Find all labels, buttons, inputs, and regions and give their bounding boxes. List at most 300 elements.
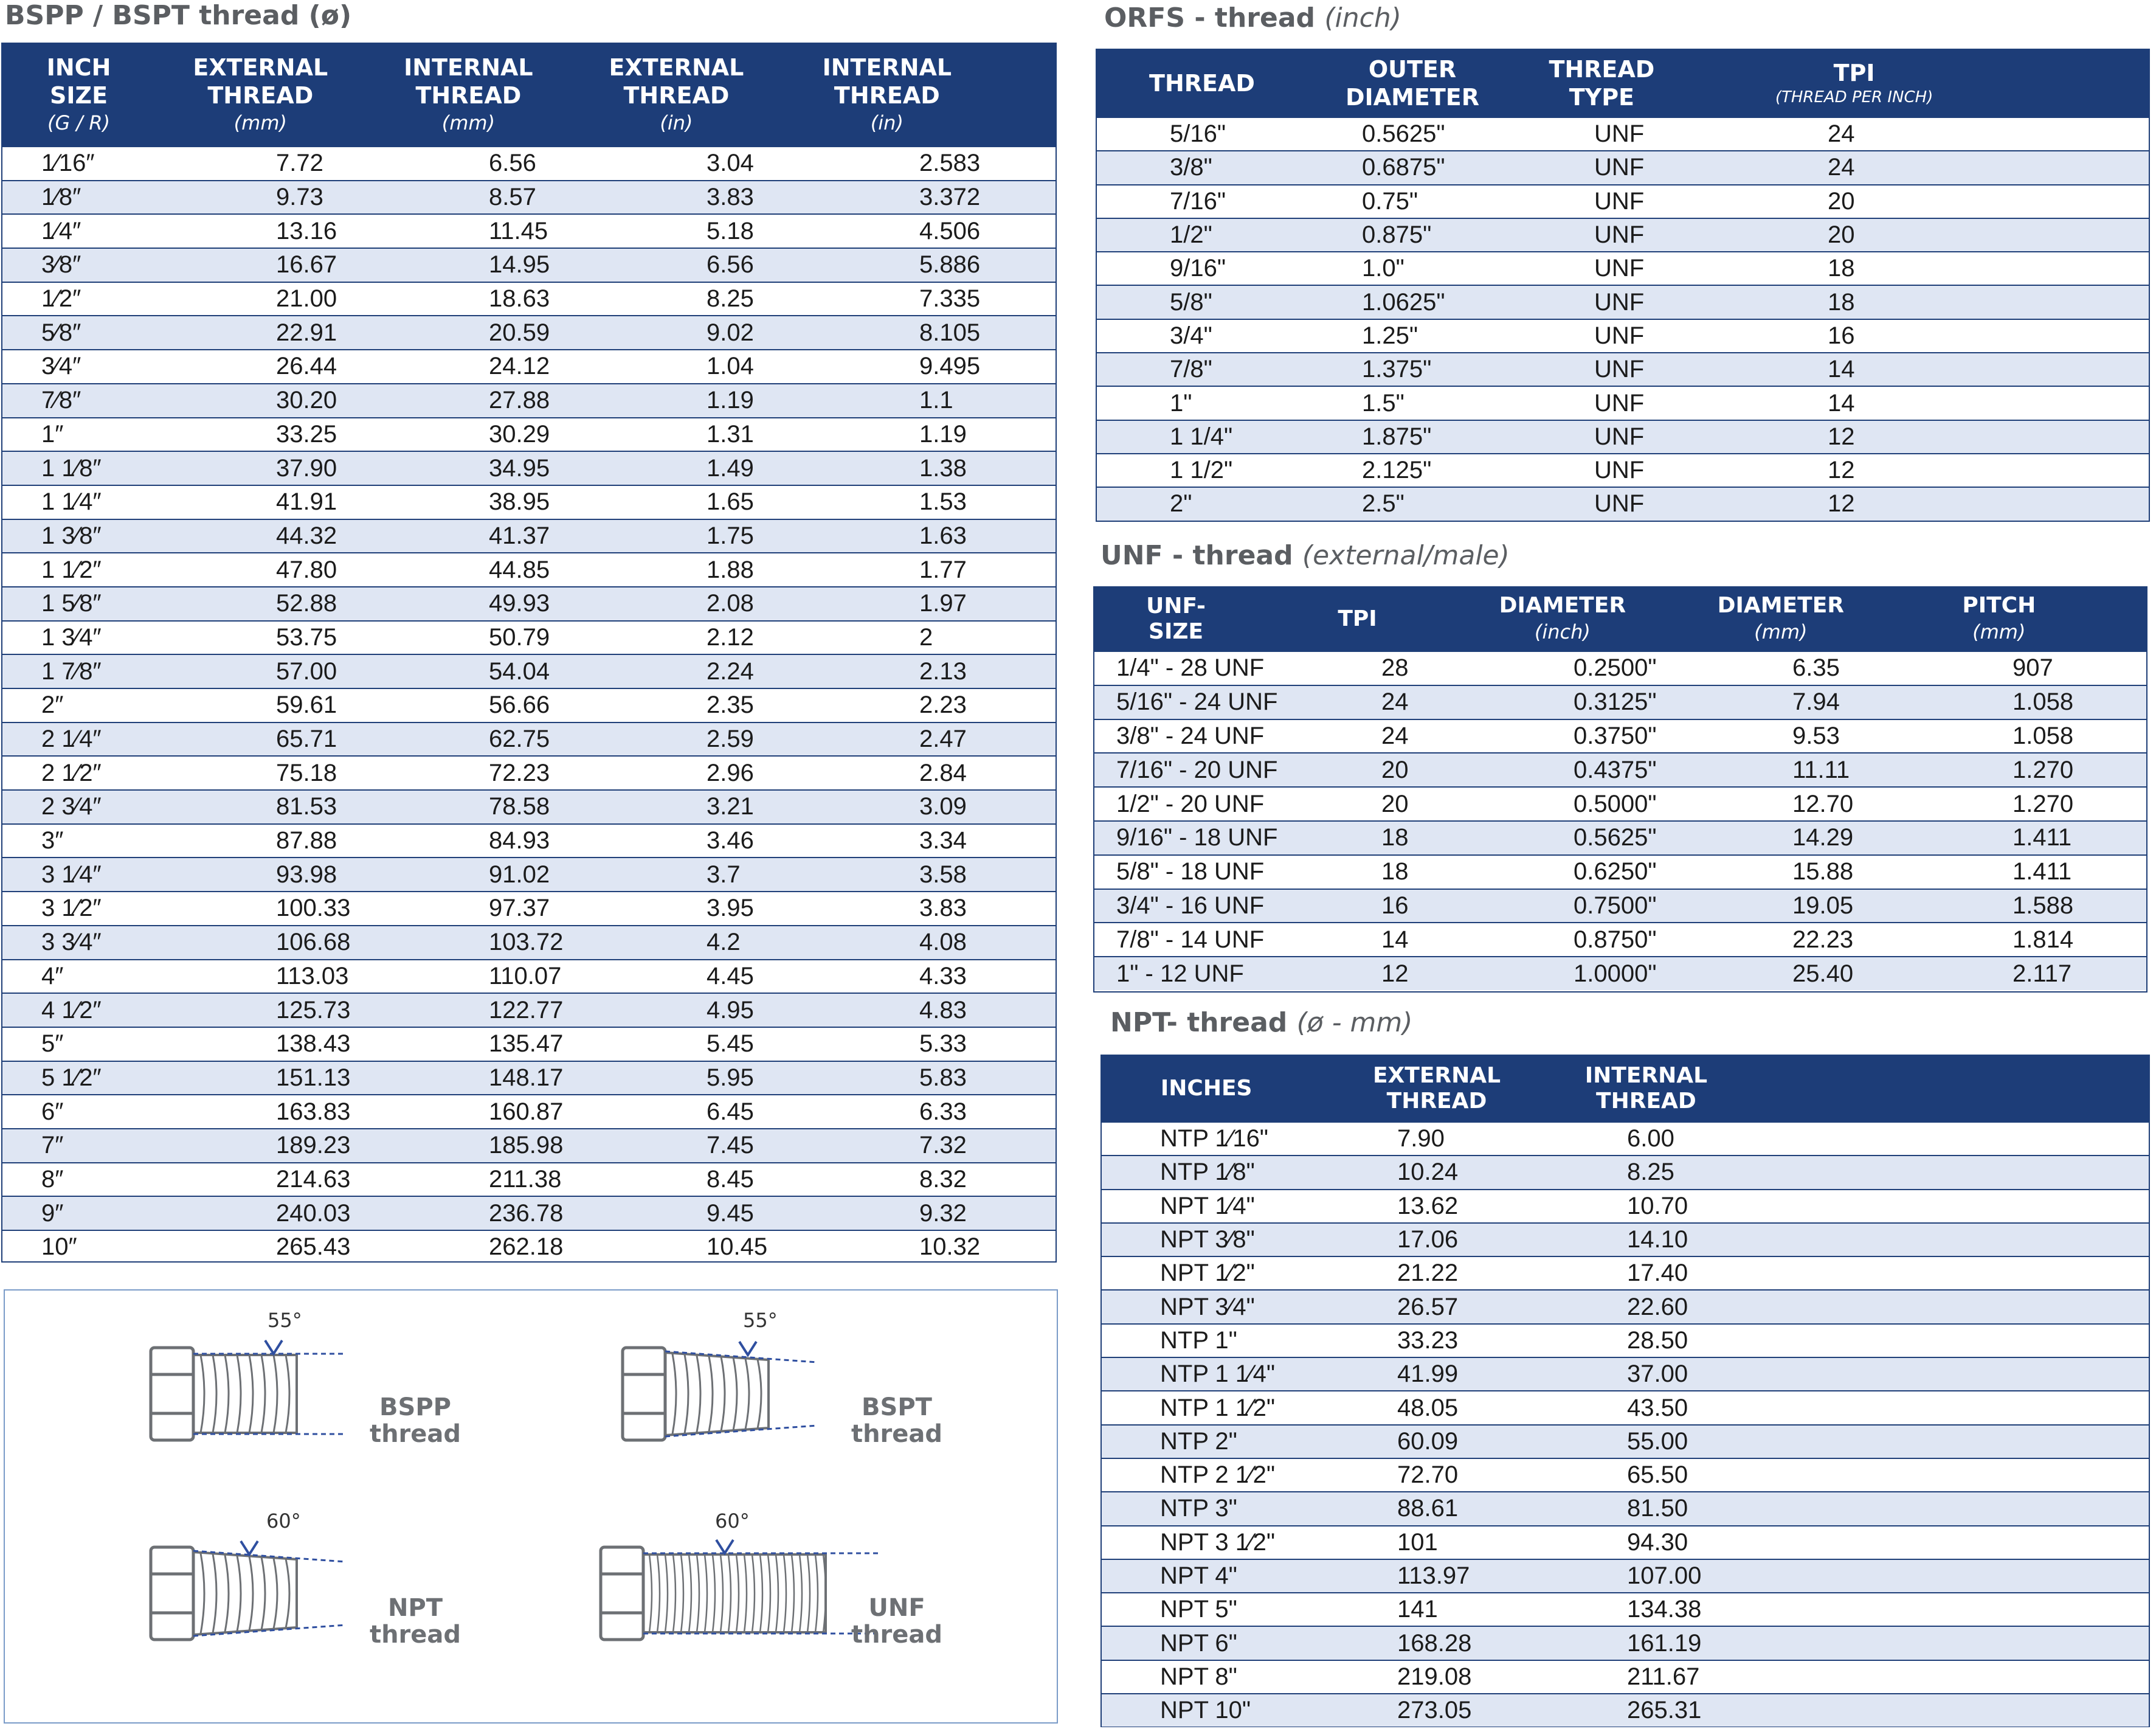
unf-header-line1: PITCH: [1962, 593, 2036, 618]
bspp-cell-col-4: 6.33: [919, 1098, 967, 1125]
orfs-cell-col-0: 5/8": [1170, 288, 1212, 316]
unf-cell-col-3: 9.53: [1792, 722, 1840, 749]
orfs-table: [1096, 49, 2150, 522]
bspp-cell-col-4: 2.583: [919, 150, 981, 177]
bspp-cell-col-4: 2.47: [919, 726, 967, 753]
unf-header-col-0: [1094, 587, 1257, 651]
bspp-cell-col-0: 1 1⁄4″: [41, 488, 102, 516]
orfs-header-line1: OUTER: [1368, 56, 1457, 83]
bspp-cell-col-3: 4.45: [707, 962, 754, 989]
unf-cell-col-3: 19.05: [1792, 892, 1854, 919]
bspp-header-line1: INTERNAL: [822, 54, 952, 81]
bspp-cell-col-3: 2.59: [707, 726, 754, 753]
npt-cell-col-2: 10.70: [1627, 1192, 1688, 1219]
orfs-cell-col-1: 2.5": [1362, 490, 1405, 518]
orfs-cell-col-2: UNF: [1594, 423, 1645, 450]
bspp-cell-col-2: 211.38: [489, 1165, 562, 1193]
orfs-cell-col-1: 1.25": [1362, 322, 1418, 349]
bspt-angle: 55°: [743, 1309, 778, 1332]
bspp-cell-col-1: 33.25: [276, 420, 337, 448]
bspp-cell-col-3: 2.24: [707, 657, 754, 685]
bspp-cell-col-2: 160.87: [489, 1098, 564, 1125]
bspp-cell-col-1: 41.91: [276, 488, 337, 516]
unf-table: [1093, 586, 2147, 993]
bspp-table: [1, 43, 1057, 1263]
bspt-thread-icon: [617, 1339, 823, 1449]
unf-cell-col-0: 9/16" - 18 UNF: [1116, 824, 1278, 851]
unf-cell-col-4: 1.058: [2013, 722, 2074, 749]
bspp-header-col-0: [2, 44, 155, 146]
bspp-cell-col-2: 27.88: [489, 387, 550, 414]
bspp-cell-col-4: 7.32: [919, 1132, 967, 1159]
bspp-cell-col-1: 22.91: [276, 319, 337, 346]
bspp-cell-col-1: 163.83: [276, 1098, 351, 1125]
npt-cell-col-2: 28.50: [1627, 1326, 1688, 1354]
npt-cell-col-0: NTP 2": [1160, 1427, 1237, 1455]
orfs-title: [1104, 2, 1401, 33]
unf-cell-col-1: 16: [1381, 892, 1409, 919]
bspp-cell-col-4: 2: [919, 623, 933, 651]
bspp-cell-col-2: 72.23: [489, 759, 550, 786]
table-row: [2, 925, 1056, 959]
bspp-cell-col-0: 3 1⁄4″: [41, 861, 102, 888]
bspp-cell-col-2: 11.45: [489, 217, 548, 244]
npt-cell-col-0: NTP 1 1⁄4": [1160, 1360, 1276, 1388]
unf-header-line1: DIAMETER: [1717, 593, 1845, 618]
bspp-cell-col-3: 1.49: [707, 454, 754, 482]
orfs-cell-col-0: 1/2": [1170, 221, 1212, 249]
bspp-cell-col-1: 214.63: [276, 1165, 351, 1193]
bspp-cell-col-0: 8″: [41, 1165, 64, 1193]
bspp-cell-col-2: 49.93: [489, 590, 550, 617]
bspp-header-col-1: [155, 44, 365, 146]
unf-cell-col-3: 22.23: [1792, 926, 1854, 953]
unf-cell-col-3: 7.94: [1792, 688, 1840, 716]
table-row: [2, 180, 1056, 214]
bspp-cell-col-3: 5.18: [707, 217, 754, 244]
bspp-title-text: BSPP / BSPT thread (ø): [5, 0, 352, 31]
table-row: [2, 722, 1056, 756]
bspp-cell-col-1: 9.73: [276, 184, 323, 211]
bspp-header-unit: (in): [870, 111, 904, 134]
npt-cell-col-0: NTP 1⁄16": [1160, 1125, 1269, 1152]
table-row: [2, 586, 1056, 620]
bspp-cell-col-2: 236.78: [489, 1199, 564, 1227]
table-row: [2, 1027, 1056, 1061]
bspp-cell-col-2: 50.79: [489, 623, 550, 651]
orfs-cell-col-2: UNF: [1594, 154, 1645, 181]
table-row: [2, 248, 1056, 282]
orfs-cell-col-3: 14: [1828, 356, 1855, 383]
bspp-cell-col-3: 6.45: [707, 1098, 754, 1125]
table-row: [1102, 1121, 2149, 1155]
table-row: [1102, 1525, 2149, 1559]
bspt-label-line1: BSPT: [862, 1393, 932, 1421]
npt-thread-icon: [145, 1539, 351, 1648]
bspp-cell-col-4: 1.38: [919, 454, 967, 482]
bspp-cell-col-0: 5″: [41, 1030, 64, 1058]
bspp-cell-col-2: 84.93: [489, 827, 550, 854]
bspp-cell-col-3: 1.75: [707, 522, 754, 549]
unf-cell-col-1: 12: [1381, 960, 1409, 987]
table-row: [1102, 1626, 2149, 1659]
table-row: [1102, 1592, 2149, 1626]
bspp-header-unit: (mm): [441, 111, 496, 134]
npt-cell-col-0: NPT 5": [1160, 1596, 1237, 1623]
npt-cell-col-1: 60.09: [1397, 1427, 1459, 1455]
npt-header-line1: INTERNAL: [1584, 1063, 1708, 1088]
table-row: [1102, 1222, 2149, 1256]
bspp-cell-col-4: 3.58: [919, 861, 967, 888]
orfs-cell-col-0: 7/8": [1170, 356, 1212, 383]
bspp-cell-col-0: 3 1⁄2″: [41, 895, 102, 922]
npt-cell-col-0: NPT 1⁄4": [1160, 1192, 1255, 1219]
unf-diagram-label: [845, 1595, 948, 1648]
bspp-cell-col-1: 113.03: [276, 962, 349, 989]
bspp-header-unit: (G / R): [47, 111, 111, 134]
table-row: [1097, 420, 2149, 453]
npt-header-line2: THREAD: [1386, 1089, 1487, 1114]
unf-header-col-4: [1894, 587, 2104, 651]
unf-angle: 60°: [715, 1509, 750, 1533]
bspp-cell-col-2: 54.04: [489, 657, 550, 685]
bspp-cell-col-3: 2.08: [707, 590, 754, 617]
bspp-cell-col-0: 2 3⁄4″: [41, 793, 102, 820]
npt-cell-col-1: 72.70: [1397, 1461, 1459, 1489]
bspp-title: [5, 0, 351, 31]
orfs-cell-col-1: 1.375": [1362, 356, 1432, 383]
unf-title-text: UNF - thread: [1100, 540, 1293, 571]
unf-cell-col-4: 907: [2013, 654, 2053, 682]
npt-cell-col-0: NTP 3": [1160, 1495, 1237, 1522]
bspp-cell-col-3: 4.95: [707, 996, 754, 1024]
bspp-cell-col-1: 106.68: [276, 929, 351, 956]
unf-header-line1: UNF-: [1146, 594, 1206, 618]
bspp-cell-col-3: 2.12: [707, 623, 754, 651]
bspp-cell-col-3: 6.56: [707, 251, 754, 279]
bspp-cell-col-2: 14.95: [489, 251, 550, 279]
orfs-cell-col-2: UNF: [1594, 187, 1645, 215]
npt-cell-col-2: 43.50: [1627, 1394, 1688, 1421]
bspp-cell-col-4: 7.335: [919, 285, 981, 313]
bspp-cell-col-4: 4.506: [919, 217, 981, 244]
table-row: [1097, 184, 2149, 218]
bspp-header-col-4: [782, 44, 992, 146]
orfs-cell-col-3: 12: [1828, 423, 1855, 450]
unf-header-col-3: [1668, 587, 1894, 651]
table-row: [1102, 1424, 2149, 1458]
bspp-cell-col-0: 1⁄16″: [41, 150, 95, 177]
unf-header-line2: (inch): [1534, 620, 1591, 643]
unf-cell-col-1: 20: [1381, 756, 1409, 783]
table-row: [1102, 1256, 2149, 1289]
bspp-label-line1: BSPP: [379, 1393, 451, 1421]
npt-cell-col-2: 14.10: [1627, 1226, 1688, 1253]
unf-cell-col-0: 3/8" - 24 UNF: [1116, 722, 1265, 749]
bspp-cell-col-1: 16.67: [276, 251, 337, 279]
bspp-cell-col-0: 1 5⁄8″: [41, 590, 102, 617]
unf-cell-col-4: 1.270: [2013, 756, 2074, 783]
bspp-cell-col-2: 91.02: [489, 861, 550, 888]
table-row: [2, 315, 1056, 349]
bspp-cell-col-4: 5.83: [919, 1064, 967, 1091]
bspp-cell-col-2: 148.17: [489, 1064, 564, 1091]
unf-cell-col-2: 0.7500": [1574, 892, 1657, 919]
bspp-cell-col-1: 47.80: [276, 556, 337, 583]
bspp-cell-col-2: 122.77: [489, 996, 564, 1024]
orfs-table-body: [1097, 117, 2149, 521]
bspp-cell-col-0: 1 1⁄8″: [41, 454, 102, 482]
orfs-header-line2: DIAMETER: [1345, 84, 1479, 111]
bspp-cell-col-4: 4.33: [919, 962, 967, 989]
npt-cell-col-2: 94.30: [1627, 1528, 1688, 1556]
table-row: [1097, 319, 2149, 352]
orfs-cell-col-2: UNF: [1594, 120, 1645, 148]
npt-cell-col-0: NPT 1⁄2": [1160, 1260, 1255, 1287]
table-row: [1094, 685, 2146, 719]
table-row: [1102, 1458, 2149, 1491]
npt-cell-col-2: 161.19: [1627, 1629, 1702, 1657]
orfs-cell-col-3: 12: [1828, 457, 1855, 484]
orfs-cell-col-0: 3/8": [1170, 154, 1212, 181]
npt-cell-col-0: NTP 1⁄8": [1160, 1159, 1255, 1186]
table-row: [1094, 752, 2146, 786]
npt-cell-col-1: 13.62: [1397, 1192, 1459, 1219]
table-row: [1102, 1693, 2149, 1727]
npt-cell-col-1: 7.90: [1397, 1125, 1445, 1152]
orfs-cell-col-1: 0.875": [1362, 221, 1432, 249]
bspp-cell-col-1: 93.98: [276, 861, 337, 888]
table-row: [1094, 719, 2146, 753]
unf-cell-col-0: 5/16" - 24 UNF: [1116, 688, 1278, 716]
unf-label-line2: thread: [851, 1621, 943, 1649]
bspp-cell-col-2: 30.29: [489, 420, 550, 448]
bspp-cell-col-1: 13.16: [276, 217, 337, 244]
unf-header-line1: DIAMETER: [1499, 593, 1626, 618]
bspp-cell-col-1: 81.53: [276, 793, 337, 820]
orfs-cell-col-3: 12: [1828, 490, 1855, 518]
table-row: [2, 349, 1056, 383]
table-row: [2, 451, 1056, 485]
table-row: [1094, 651, 2146, 685]
npt-title: [1110, 1007, 1412, 1038]
bspp-cell-col-4: 2.23: [919, 691, 967, 719]
bspp-label-line2: thread: [369, 1420, 461, 1448]
npt-label-line1: NPT: [387, 1594, 443, 1622]
bspp-cell-col-4: 1.19: [919, 420, 967, 448]
bspp-cell-col-3: 3.04: [707, 150, 754, 177]
unf-cell-col-2: 0.5625": [1574, 824, 1657, 851]
table-row: [2, 688, 1056, 722]
npt-table-header: [1102, 1056, 2149, 1121]
orfs-cell-col-3: 18: [1828, 288, 1855, 316]
orfs-cell-col-3: 24: [1828, 154, 1855, 181]
unf-cell-col-0: 5/8" - 18 UNF: [1116, 858, 1265, 885]
bspp-header-line2: THREAD: [207, 82, 314, 109]
table-row: [1102, 1155, 2149, 1188]
unf-cell-col-4: 1.588: [2013, 892, 2074, 919]
npt-cell-col-2: 134.38: [1627, 1596, 1702, 1623]
npt-cell-col-2: 65.50: [1627, 1461, 1688, 1489]
bspp-cell-col-3: 1.31: [707, 420, 754, 448]
orfs-cell-col-2: UNF: [1594, 221, 1645, 249]
npt-cell-col-1: 48.05: [1397, 1394, 1459, 1421]
bspp-cell-col-3: 9.02: [707, 319, 754, 346]
orfs-cell-col-0: 5/16": [1170, 120, 1226, 148]
npt-angle: 60°: [266, 1509, 301, 1533]
orfs-header-line2: (THREAD PER INCH): [1775, 88, 1933, 106]
unf-cell-col-4: 1.411: [2013, 858, 2072, 885]
bspt-diagram-label: [845, 1394, 948, 1447]
table-row: [1094, 820, 2146, 854]
npt-cell-col-0: NPT 3⁄8": [1160, 1226, 1255, 1253]
orfs-cell-col-1: 1.875": [1362, 423, 1432, 450]
bspp-cell-col-0: 2 1⁄4″: [41, 726, 102, 753]
unf-cell-col-1: 14: [1381, 926, 1409, 953]
table-row: [2, 552, 1056, 586]
bspp-cell-col-0: 1⁄4″: [41, 217, 81, 244]
table-row: [1094, 854, 2146, 889]
bspp-cell-col-2: 110.07: [489, 962, 562, 989]
table-row: [2, 891, 1056, 925]
table-row: [1102, 1357, 2149, 1390]
unf-cell-col-3: 11.11: [1792, 756, 1850, 783]
unf-header-col-1: [1257, 587, 1457, 651]
npt-cell-col-1: 273.05: [1397, 1697, 1472, 1724]
unf-cell-col-2: 1.0000": [1574, 960, 1657, 987]
orfs-cell-col-2: UNF: [1594, 356, 1645, 383]
bspp-cell-col-0: 2″: [41, 691, 64, 719]
table-row: [2, 993, 1056, 1027]
table-row: [2, 1196, 1056, 1230]
table-row: [2, 755, 1056, 789]
bspp-header-col-3: [571, 44, 781, 146]
bspp-cell-col-2: 78.58: [489, 793, 550, 820]
npt-cell-col-2: 211.67: [1627, 1663, 1700, 1690]
bspp-cell-col-1: 26.44: [276, 353, 337, 380]
bspp-cell-col-2: 103.72: [489, 929, 564, 956]
bspp-cell-col-4: 4.83: [919, 996, 967, 1024]
bspp-cell-col-0: 1 3⁄8″: [41, 522, 102, 549]
npt-cell-col-1: 101: [1397, 1528, 1438, 1556]
orfs-header-line1: TPI: [1833, 60, 1875, 86]
table-row: [2, 857, 1056, 891]
bspp-cell-col-4: 9.32: [919, 1199, 967, 1227]
bspp-cell-col-1: 57.00: [276, 657, 337, 685]
table-row: [1102, 1289, 2149, 1323]
table-row: [2, 959, 1056, 993]
unf-label-line1: UNF: [868, 1594, 925, 1622]
orfs-cell-col-3: 20: [1828, 187, 1855, 215]
unf-cell-col-2: 0.6250": [1574, 858, 1657, 885]
unf-cell-col-3: 12.70: [1792, 790, 1854, 817]
bspp-header-line1: INCH: [46, 54, 111, 81]
table-row: [1097, 352, 2149, 386]
npt-cell-col-1: 21.22: [1397, 1260, 1459, 1287]
npt-cell-col-1: 168.28: [1397, 1629, 1472, 1657]
unf-cell-col-3: 14.29: [1792, 824, 1854, 851]
table-row: [2, 282, 1056, 316]
bspp-cell-col-4: 8.32: [919, 1165, 967, 1193]
bspp-cell-col-4: 5.33: [919, 1030, 967, 1058]
unf-cell-col-1: 18: [1381, 858, 1409, 885]
unf-cell-col-1: 20: [1381, 790, 1409, 817]
bspp-header-line1: EXTERNAL: [193, 54, 328, 81]
bspp-cell-col-3: 9.45: [707, 1199, 754, 1227]
unf-header-line2: (mm): [1972, 620, 2026, 643]
unf-table-header: [1094, 587, 2146, 651]
bspp-cell-col-0: 1 3⁄4″: [41, 623, 102, 651]
bspp-cell-col-2: 38.95: [489, 488, 550, 516]
table-row: [2, 654, 1056, 688]
npt-header-col-1: [1332, 1056, 1541, 1121]
bspp-cell-col-1: 75.18: [276, 759, 337, 786]
orfs-cell-col-0: 9/16": [1170, 255, 1226, 282]
npt-table-body: [1102, 1121, 2149, 1727]
table-row: [2, 823, 1056, 858]
bspp-cell-col-0: 4 1⁄2″: [41, 996, 102, 1024]
npt-cell-col-2: 265.31: [1627, 1697, 1702, 1724]
table-row: [1097, 453, 2149, 487]
orfs-cell-col-2: UNF: [1594, 288, 1645, 316]
bspp-cell-col-4: 1.53: [919, 488, 967, 516]
table-row: [1097, 487, 2149, 520]
orfs-header-line1: THREAD: [1549, 56, 1655, 83]
bspp-header-line2: THREAD: [623, 82, 730, 109]
bspp-cell-col-2: 97.37: [489, 895, 550, 922]
bspp-cell-col-1: 265.43: [276, 1233, 351, 1261]
orfs-title-text: ORFS - thread: [1104, 2, 1316, 33]
npt-table: [1100, 1055, 2150, 1727]
table-row: [1097, 150, 2149, 184]
orfs-cell-col-3: 14: [1828, 389, 1855, 417]
npt-cell-col-0: NPT 3⁄4": [1160, 1293, 1255, 1320]
npt-cell-col-0: NPT 6": [1160, 1629, 1237, 1657]
npt-cell-col-2: 22.60: [1627, 1293, 1688, 1320]
unf-cell-col-3: 15.88: [1792, 858, 1854, 885]
npt-cell-col-2: 81.50: [1627, 1495, 1688, 1522]
npt-cell-col-2: 37.00: [1627, 1360, 1688, 1388]
bspp-cell-col-4: 3.34: [919, 827, 967, 854]
unf-thread-icon: [595, 1539, 886, 1648]
orfs-header-line2: TYPE: [1569, 84, 1635, 111]
table-row: [1102, 1660, 2149, 1693]
orfs-cell-col-3: 20: [1828, 221, 1855, 249]
bspp-angle: 55°: [268, 1309, 302, 1332]
bspp-cell-col-1: 240.03: [276, 1199, 351, 1227]
orfs-cell-col-0: 3/4": [1170, 322, 1212, 349]
bspp-cell-col-3: 1.88: [707, 556, 754, 583]
unf-cell-col-0: 7/16" - 20 UNF: [1116, 756, 1278, 783]
unf-cell-col-0: 1" - 12 UNF: [1116, 960, 1244, 987]
bspp-cell-col-2: 44.85: [489, 556, 550, 583]
table-row: [2, 519, 1056, 553]
bspp-cell-col-0: 3⁄4″: [41, 353, 81, 380]
bspp-cell-col-4: 2.13: [919, 657, 967, 685]
bspp-cell-col-2: 8.57: [489, 184, 536, 211]
table-row: [2, 620, 1056, 654]
bspp-cell-col-0: 3⁄8″: [41, 251, 81, 279]
bspp-cell-col-4: 1.77: [919, 556, 967, 583]
bspp-cell-col-1: 7.72: [276, 150, 323, 177]
bspp-cell-col-1: 37.90: [276, 454, 337, 482]
bspp-cell-col-4: 5.886: [919, 251, 981, 279]
orfs-cell-col-2: UNF: [1594, 255, 1645, 282]
bspp-cell-col-1: 138.43: [276, 1030, 351, 1058]
bspp-cell-col-4: 2.84: [919, 759, 967, 786]
table-row: [1102, 1189, 2149, 1222]
bspp-cell-col-4: 8.105: [919, 319, 981, 346]
